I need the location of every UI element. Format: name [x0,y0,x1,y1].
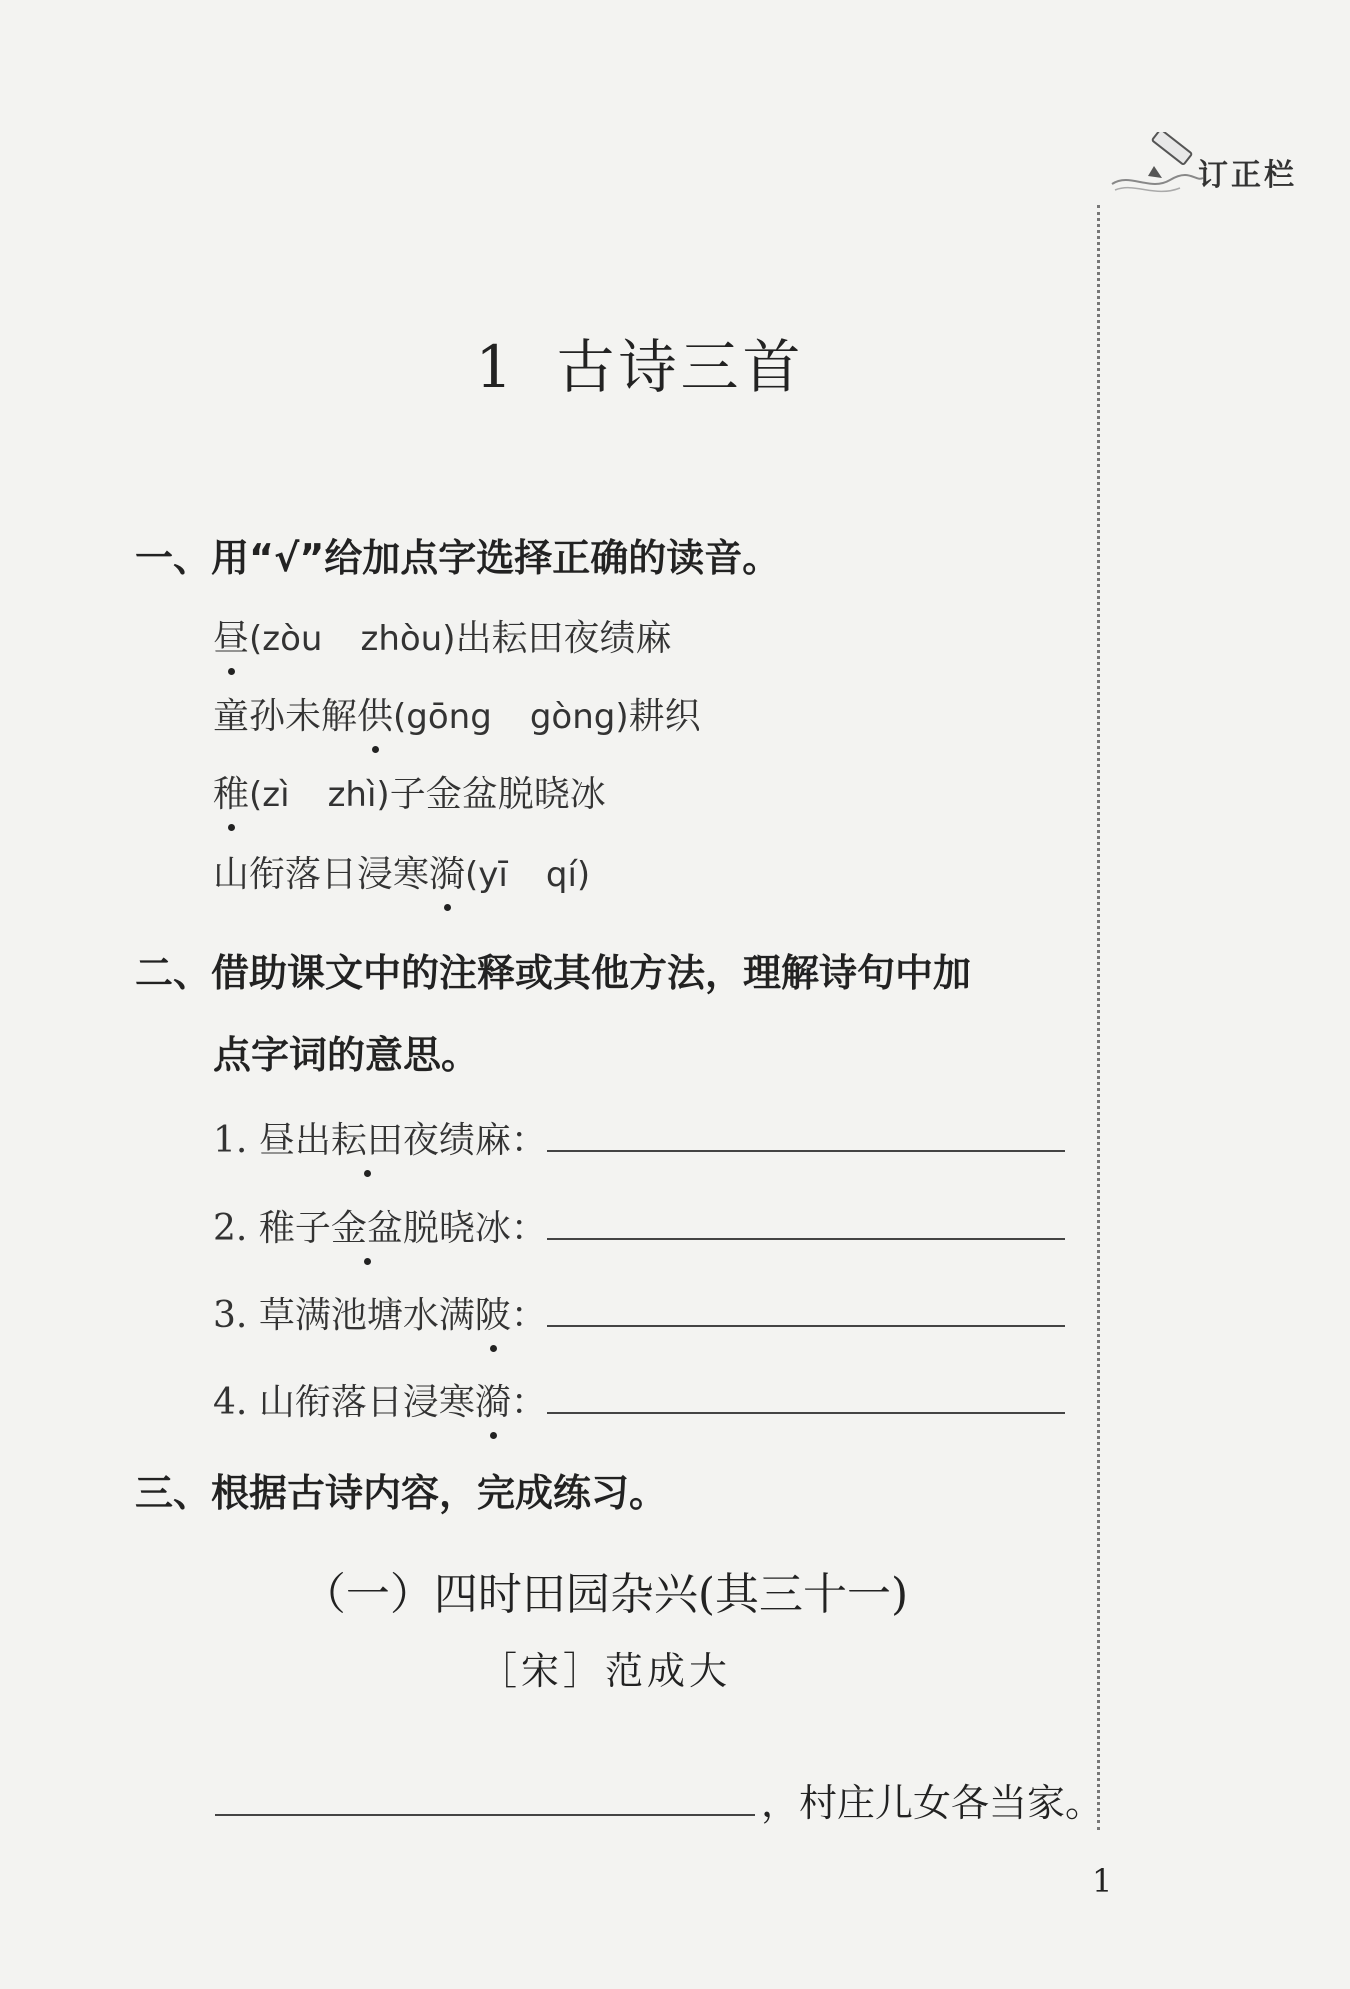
answer-blank[interactable] [547,1208,1065,1240]
pinyin-option[interactable]: zòu [262,619,323,659]
section-2-heading: 二、借助课文中的注释或其他方法，理解诗句中加 [135,951,972,995]
correction-column-label: 订正栏 [1198,158,1297,193]
pinyin-option[interactable]: zhòu [360,619,443,659]
poem-fill-line [215,1772,1103,1827]
meaning-question-1: 1. 昼出耘田夜绩麻： [213,1112,1065,1163]
lesson-title [0,320,1280,404]
poem-answer-blank[interactable] [215,1778,755,1816]
pronunciation-item-1: 昼(zòu zhòu)出耘田夜绩麻 [213,610,672,661]
pinyin-option[interactable]: yī [478,855,508,895]
pinyin-option[interactable]: gòng [529,697,616,737]
answer-blank[interactable] [547,1295,1065,1327]
pinyin-option[interactable]: qí [545,855,577,895]
answer-blank[interactable] [547,1382,1065,1414]
poem-title: （一）四时田园杂兴(其三十一) [301,1569,909,1620]
pinyin-option[interactable]: gōng [406,697,492,737]
pinyin-option[interactable]: zì [262,775,290,815]
pronunciation-item-4: 山衔落日浸寒漪(yī qí) [213,846,590,897]
dotted-char: 漪 [475,1374,511,1425]
pronunciation-item-2: 童孙未解供(gōng gòng)耕织 [213,688,701,739]
dotted-char: 陂 [475,1287,511,1338]
pronunciation-item-3: 稚(zì zhì)子金盆脱晓冰 [213,766,606,817]
section-2-heading-cont: 点字词的意思。 [213,1033,480,1077]
dotted-char: 昼 [213,610,249,661]
answer-blank[interactable] [547,1120,1065,1152]
dotted-char: 金盆 [331,1200,403,1251]
pinyin-option[interactable]: zhì [327,775,377,815]
meaning-question-4: 4. 山衔落日浸寒漪： [213,1374,1065,1425]
poem-author: ［宋］范成大 [478,1649,731,1693]
page-number: 1 [1092,1862,1113,1900]
meaning-question-2: 2. 稚子金盆脱晓冰： [213,1200,1065,1251]
lesson-number: 1 [475,333,517,401]
dotted-char: 漪 [429,846,465,897]
pencil-icon [1110,132,1205,202]
lesson-title-text: 古诗三首 [556,333,805,401]
dotted-char: 稚 [213,766,249,817]
poem-line-text: ，村庄儿女各当家。 [761,1781,1104,1825]
dotted-char: 供 [357,688,393,739]
meaning-question-3: 3. 草满池塘水满陂： [213,1287,1065,1338]
section-3-heading: 三、根据古诗内容，完成练习。 [135,1471,668,1515]
section-1-heading: 一、用“√”给加点字选择正确的读音。 [135,536,781,580]
dotted-char: 耘田 [331,1112,403,1163]
